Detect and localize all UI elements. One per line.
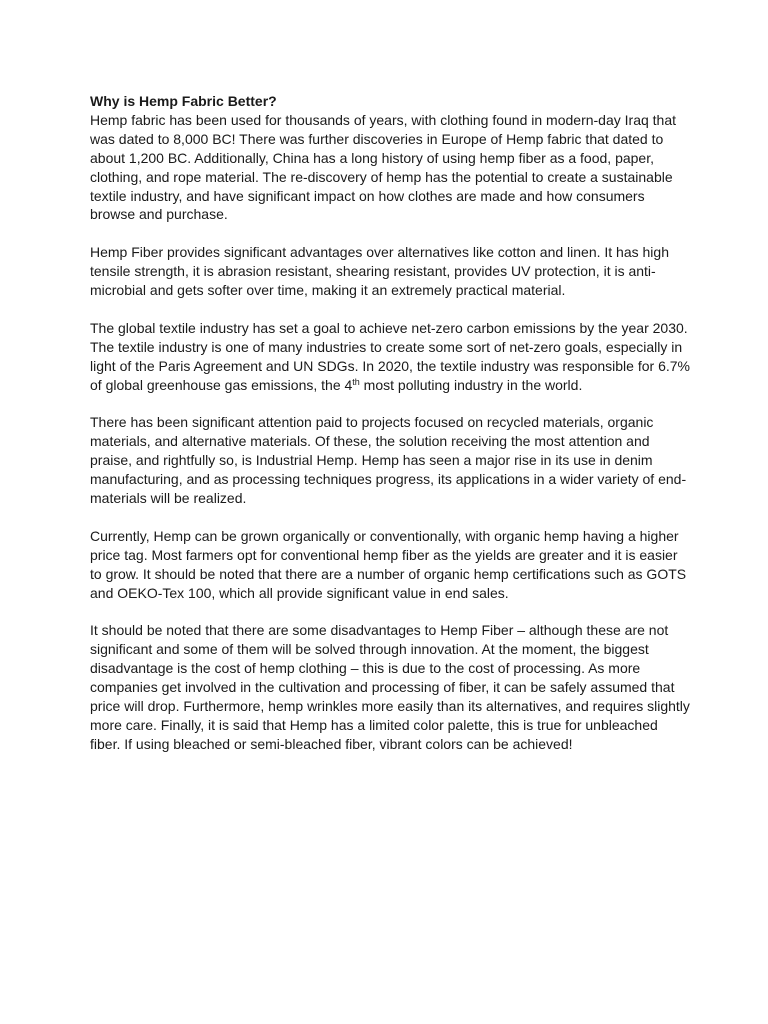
document-title: Why is Hemp Fabric Better? xyxy=(90,93,277,109)
paragraph-emissions-text-end: most polluting industry in the world. xyxy=(359,376,583,393)
paragraph-advantages: Hemp Fiber provides significant advantages over alternatives like cotton and linen. It has high tensile strength, it is abrasion resistant, shearing resistant, provides UV protection, it is anti-microbial and gets softer over time, making it an extremely practical material. xyxy=(90,244,669,299)
document-body xyxy=(90,92,690,773)
paragraph-disadvantages: It should be noted that there are some disadvantages to Hemp Fiber – although these are not significant and some of them will be solved through innovation. At the moment, the biggest disadvantage is the cost of hemp clothing – this is due to the cost of processing. As more companies get involved in the cultivation and processing of fiber, it can be safely assumed that price will drop. Furthermore, hemp wrinkles more easily than its alternatives, and requires slightly more care. Finally, it is said that Hemp has a limited color palette, this is true for unbleached fiber. If using bleached or semi-bleached fiber, vibrant colors can be achieved! xyxy=(90,622,690,752)
paragraph-history: Hemp fabric has been used for thousands of years, with clothing found in modern-day Iraq that was dated to 8,000 BC! There was further discoveries in Europe of Hemp fabric that dated to about 1,200 BC. Additionally, China has a long history of using hemp fiber as a food, paper, clothing, and rope material. The re-discovery of hemp has the potential to create a sustainable textile industry, and have significant impact on how clothes are made and how consumers browse and purchase. xyxy=(90,111,677,223)
paragraph-cultivation: Currently, Hemp can be grown organically or conventionally, with organic hemp having a higher price tag. Most farmers opt for conventional hemp fiber as the yields are greater and it is easier to grow. It should be noted that there are a number of organic hemp certifications such as GOTS and OEKO-Tex 100, which all provide significant value in end sales. xyxy=(90,527,687,601)
ordinal-superscript: th xyxy=(352,376,360,387)
paragraph-emissions xyxy=(90,319,690,395)
paragraph-emissions-text: The global textile industry has set a goal to achieve net-zero carbon emissions by the year 2030. The textile industry is one of many industries to create some sort of net-zero goals, especially in light of the Paris Agreement and UN SDGs. In 2020, the textile industry was responsible for 6.7% of global greenhouse gas emissions, the 4 xyxy=(90,319,690,393)
paragraph-alternatives: There has been significant attention paid to projects focused on recycled materials, organic materials, and alternative materials. Of these, the solution receiving the most attention and praise, and rightfully so, is Industrial Hemp. Hemp has seen a major rise in its use in denim manufacturing, and as processing techniques progress, its applications in a wider variety of end-materials will be realized. xyxy=(90,414,687,506)
